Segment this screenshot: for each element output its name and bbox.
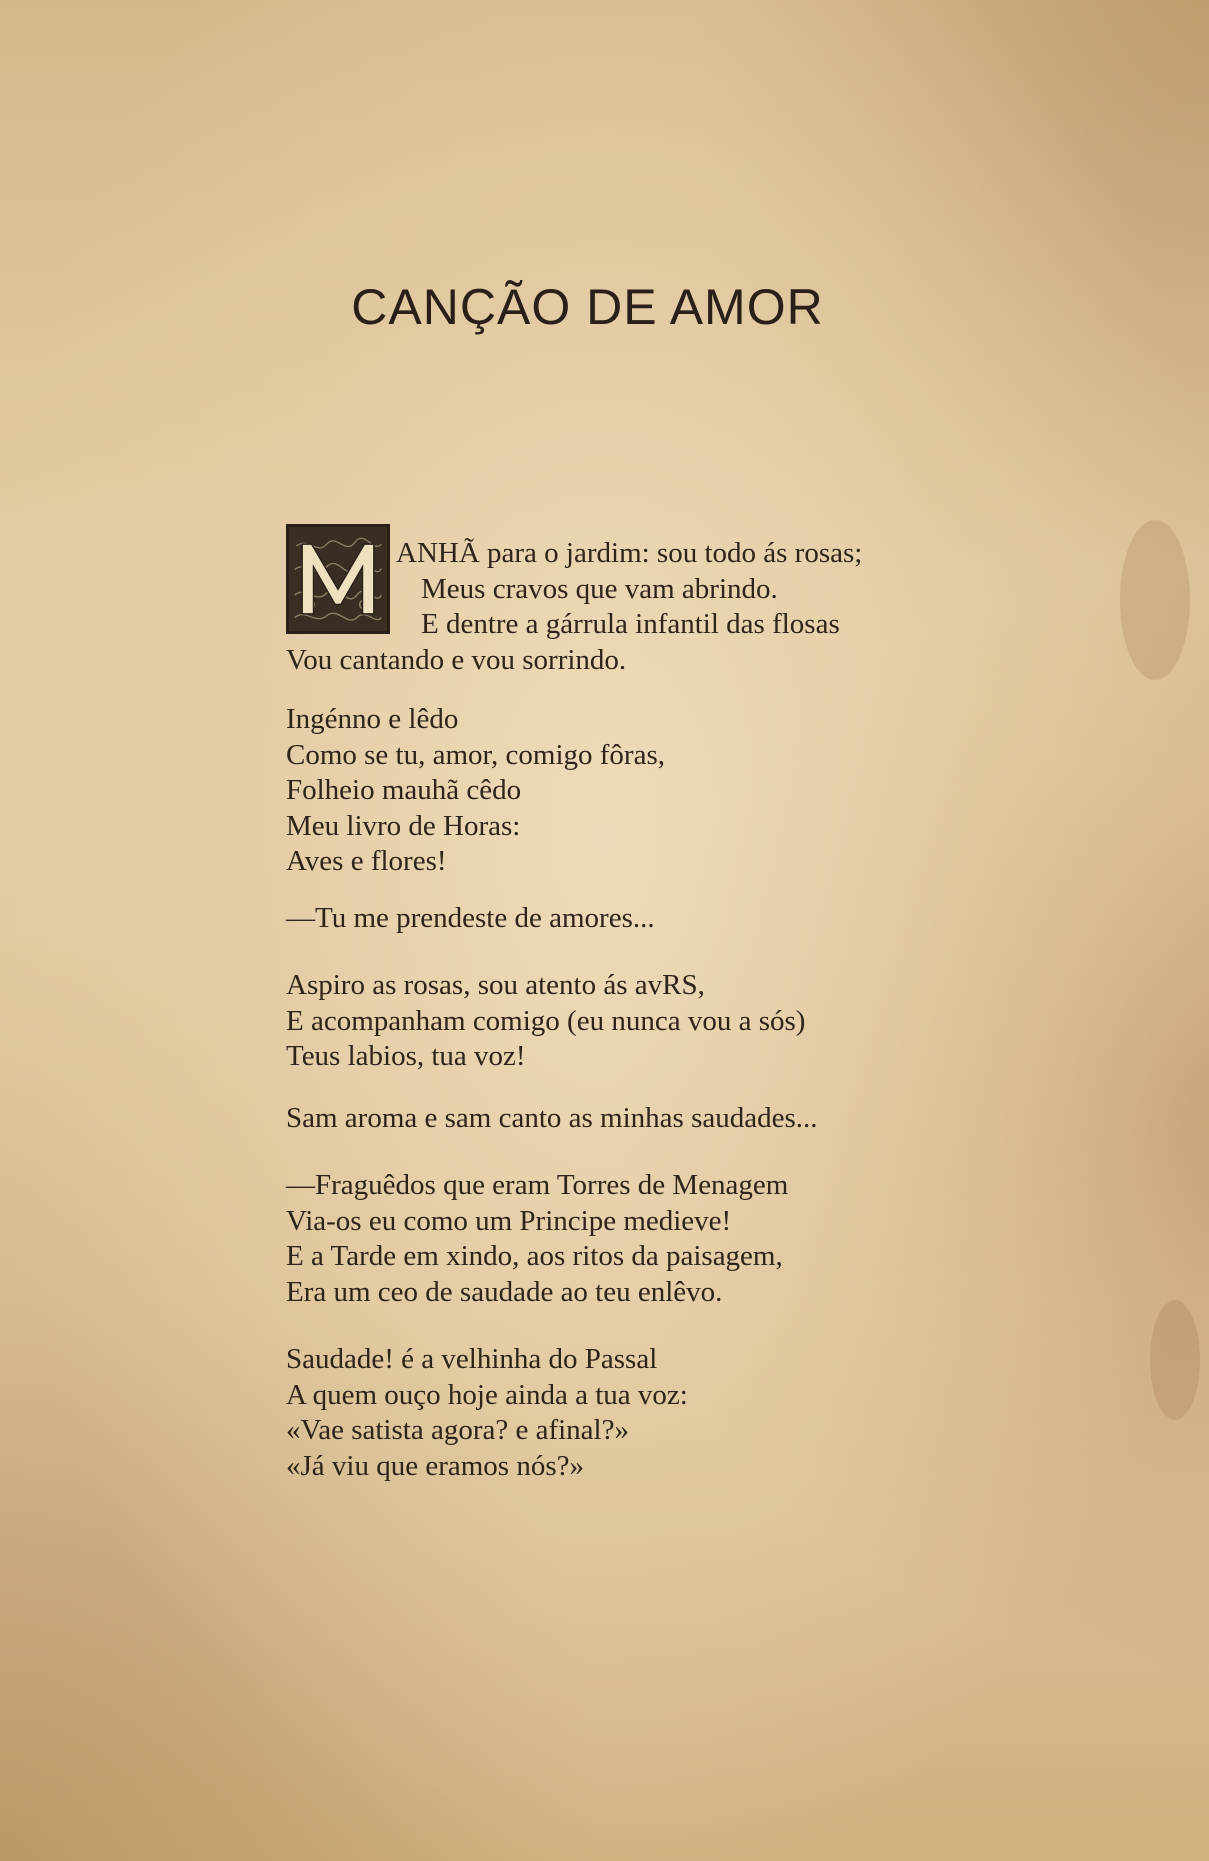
paper-stain xyxy=(1150,1300,1200,1420)
stanza-3 xyxy=(286,901,1046,937)
poem-line: Vou cantando e vou sorrindo. xyxy=(286,643,627,676)
paper-stain xyxy=(1120,520,1190,680)
poem-line: Sam aroma e sam canto as minhas saudades... xyxy=(286,1101,818,1134)
poem-title: CANÇÃO DE AMOR xyxy=(351,279,824,335)
poem-line: Meus cravos que vam abrindo. xyxy=(421,572,778,605)
poem-body xyxy=(286,536,1046,1502)
poem-line: Saudade! é a velhinha do Passal xyxy=(286,1343,658,1375)
stanza-4 xyxy=(286,968,1046,1075)
poem-line: Como se tu, amor, comigo fôras, xyxy=(286,738,665,771)
poem-line: E acompanham comigo (eu nunca vou a sós) xyxy=(286,1004,806,1037)
poem-line: —Tu me prendeste de amores... xyxy=(286,901,655,934)
ornamental-letter-m-icon xyxy=(289,527,387,631)
poem-line: Via-os eu como um Principe medieve! xyxy=(286,1204,732,1237)
poem-line: Folheio mauhã cêdo xyxy=(286,774,522,806)
stanza-7 xyxy=(286,1342,1046,1484)
dropcap-ornament xyxy=(286,524,390,634)
poem-line: Era um ceo de saudade ao teu enlêvo. xyxy=(286,1275,723,1308)
stanza-5 xyxy=(286,1101,1046,1137)
poem-line: E a Tarde em xindo, aos ritos da paisagem, xyxy=(286,1240,783,1272)
stanza-2 xyxy=(286,702,1046,880)
poem-line: Meu livro de Horas: xyxy=(286,809,521,842)
poem-line: —Fraguêdos que eram Torres de Menagem xyxy=(286,1169,789,1201)
poem-line: Teus labios, tua voz! xyxy=(286,1040,526,1072)
poem-line: A quem ouço hoje ainda a tua voz: xyxy=(286,1378,688,1411)
poem-line: «Vae satista agora? e afinal?» xyxy=(286,1414,629,1446)
poem-line: ANHÃ para o jardim: sou todo ás rosas; xyxy=(396,537,863,569)
poem-line: E dentre a gárrula infantil das flosas xyxy=(421,608,840,640)
poem-line: Aves e flores! xyxy=(286,845,447,877)
stanza-1 xyxy=(286,536,1046,678)
poem-line: «Já viu que eramos nós?» xyxy=(286,1449,584,1482)
stanza-6 xyxy=(286,1168,1046,1310)
poem-line: Ingénno e lêdo xyxy=(286,703,459,735)
poem-line: Aspiro as rosas, sou atento ás avRS, xyxy=(286,969,705,1001)
